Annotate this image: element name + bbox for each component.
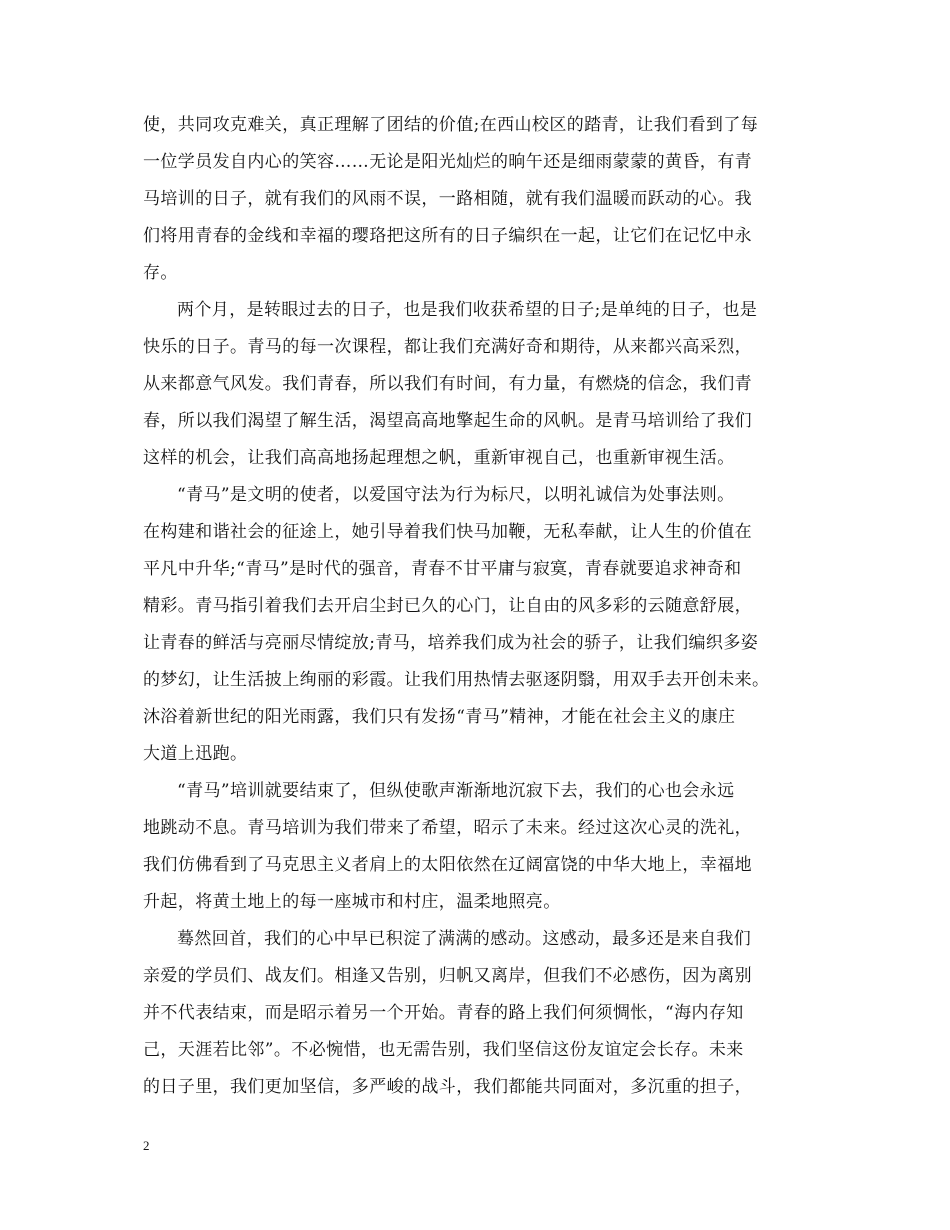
paragraph-first-line: 蓦然回首，我们的心中早已积淀了满满的感动。这感动，最多还是来自我们 — [177, 929, 752, 949]
text-line: 大道上迅跑。 — [143, 744, 248, 764]
text-line: 的日子里，我们更加坚信，多严峻的战斗，我们都能共同面对，多沉重的担子， — [143, 1077, 752, 1097]
text-line: 的梦幻，让生活披上绚丽的彩霞。让我们用热情去驱逐阴翳，用双手去开创未来。 — [143, 670, 770, 690]
page-number: 2 — [143, 1138, 150, 1153]
paragraph-first-line: 两个月，是转眼过去的日子，也是我们收获希望的日子;是单纯的日子，也是 — [177, 300, 758, 320]
text-line: 从来都意气风发。我们青春，所以我们有时间，有力量，有燃烧的信念，我们青 — [143, 374, 752, 394]
text-line: 马培训的日子，就有我们的风雨不误，一路相随，就有我们温暖而跃动的心。我 — [143, 189, 752, 209]
text-line: 们将用青春的金线和幸福的璎珞把这所有的日子编织在一起，让它们在记忆中永 — [143, 226, 752, 246]
paragraph-first-line: “青马”是文明的使者，以爱国守法为行为标尺，以明礼诚信为处事法则。 — [177, 485, 735, 505]
text-line: 平凡中升华;“青马”是时代的强音，青春不甘平庸与寂寞，青春就要追求神奇和 — [143, 559, 742, 579]
text-line: 一位学员发自内心的笑容……无论是阳光灿烂的晌午还是细雨蒙蒙的黄昏，有青 — [143, 152, 752, 172]
text-line: 让青春的鲜活与亮丽尽情绽放;青马，培养我们成为社会的骄子，让我们编织多姿 — [143, 633, 759, 653]
text-line: 升起，将黄土地上的每一座城市和村庄，温柔地照亮。 — [143, 892, 561, 912]
text-line: 这样的机会，让我们高高地扬起理想之帆，重新审视自己，也重新审视生活。 — [143, 448, 735, 468]
text-line: 使，共同攻克难关，真正理解了团结的价值;在西山校区的踏青，让我们看到了每 — [143, 115, 759, 135]
text-line: 快乐的日子。青马的每一次课程，都让我们充满好奇和期待，从来都兴高采烈， — [143, 337, 752, 357]
text-line: 地跳动不息。青马培训为我们带来了希望，昭示了未来。经过这次心灵的洗礼， — [143, 818, 752, 838]
text-line: 己，天涯若比邻”。不必惋惜，也无需告别，我们坚信这份友谊定会长存。未来 — [143, 1040, 744, 1060]
text-line: 亲爱的学员们、战友们。相逢又告别，归帆又离岸，但我们不必感伤，因为离别 — [143, 966, 752, 986]
text-line: 并不代表结束，而是昭示着另一个开始。青春的路上我们何须惆怅，“海内存知 — [143, 1003, 744, 1023]
text-line: 春，所以我们渴望了解生活，渴望高高地擎起生命的风帆。是青马培训给了我们 — [143, 411, 752, 431]
text-line: 存。 — [143, 263, 178, 283]
paragraph-first-line: “青马”培训就要结束了，但纵使歌声渐渐地沉寂下去，我们的心也会永远 — [177, 781, 735, 801]
body-text — [143, 107, 833, 1106]
text-line: 精彩。青马指引着我们去开启尘封已久的心门，让自由的风多彩的云随意舒展， — [143, 596, 752, 616]
text-line: 我们仿佛看到了马克思主义者肩上的太阳依然在辽阔富饶的中华大地上，幸福地 — [143, 855, 752, 875]
text-line: 沐浴着新世纪的阳光雨露，我们只有发扬“青马”精神，才能在社会主义的康庄 — [143, 707, 736, 727]
text-line: 在构建和谐社会的征途上，她引导着我们快马加鞭，无私奉献，让人生的价值在 — [143, 522, 752, 542]
